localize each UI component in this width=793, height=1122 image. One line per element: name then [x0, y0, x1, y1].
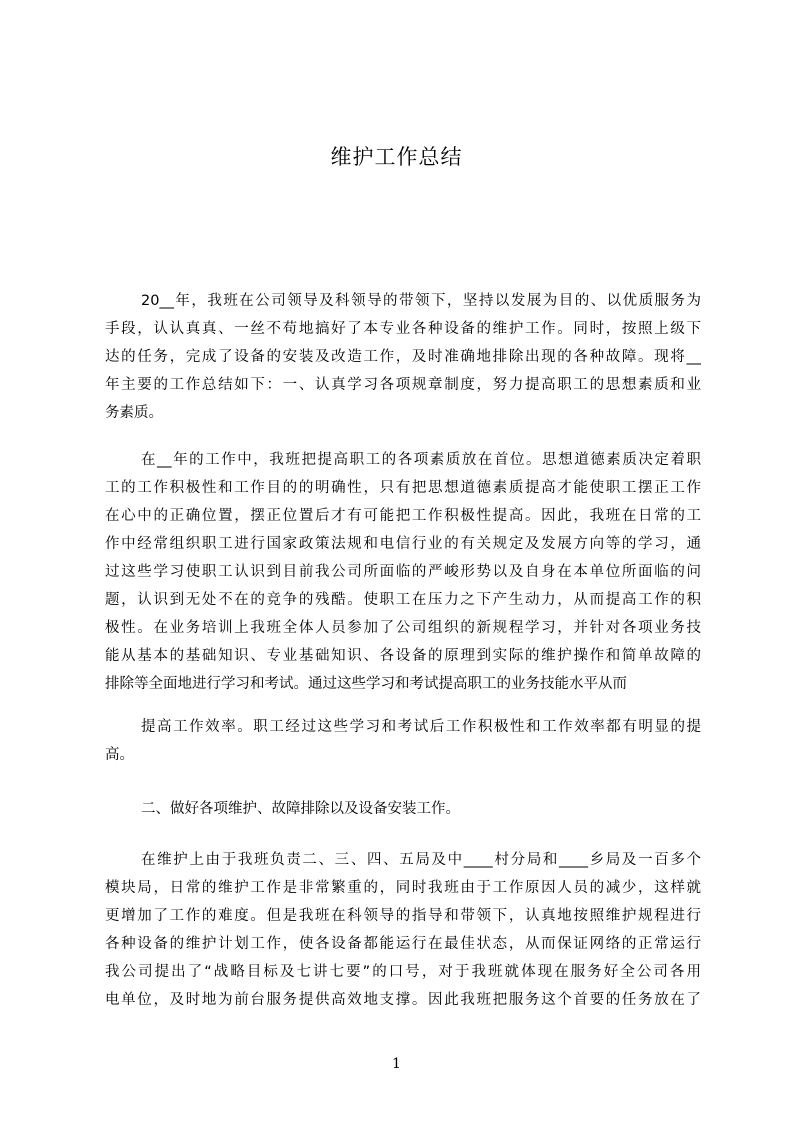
paragraph-2 — [105, 446, 701, 698]
text-line: 极性。在业务培训上我班全体人员参加了公司组织的新规程学习，并针对各项业务技 — [105, 620, 701, 636]
text-line: 作中经常组织职工进行国家政策法规和电信行业的有关规定及发展方向等的学习，通 — [105, 536, 701, 552]
text-line: 更增加了工作的难度。但是我班在科领导的指导和带领下，认真地按照维护规程进行 — [105, 908, 701, 924]
text-line: 排除等全面地进行学习和考试。通过这些学习和考试提高职工的业务技能水平从而 — [105, 676, 627, 692]
text-line: 20__年，我班在公司领导及科领导的带领下，坚持以发展为目的、以优质服务为 — [141, 293, 701, 309]
section-heading-2 — [105, 795, 701, 823]
text-line: 在心中的正确位置，摆正位置后才有可能把工作积极性提高。因此，我班在日常的工 — [105, 508, 701, 524]
paragraph-1 — [105, 287, 701, 427]
text-line: 达的任务，完成了设备的安装及改造工作，及时准确地排除出现的各种故障。现将__ — [105, 349, 701, 365]
text-line: 题，认识到无处不在的竞争的残酷。使职工在压力之下产生动力，从而提高工作的积 — [105, 592, 701, 608]
text-line: 各种设备的维护计划工作，使各设备都能运行在最佳状态，从而保证网络的正常运行 — [105, 936, 701, 952]
text-line: 手段，认认真真、一丝不苟地搞好了本专业各种设备的维护工作。同时，按照上级下 — [105, 321, 701, 337]
paragraph-3 — [105, 713, 701, 769]
section-heading-text: 二、做好各项维护、故障排除以及设备安装工作。 — [141, 801, 460, 817]
text-line: 电单位，及时地为前台服务提供高效地支撑。因此我班把服务这个首要的任务放在了 — [105, 992, 701, 1008]
text-line: 能从基本的基础知识、专业基础知识、各设备的原理到实际的维护操作和简单故障的 — [105, 648, 701, 664]
text-line: 务素质。 — [105, 405, 163, 421]
text-line: 模块局，日常的维护工作是非常繁重的，同时我班由于工作原因人员的减少，这样就 — [105, 880, 701, 896]
text-line: 工的工作积极性和工作目的的明确性，只有把思想道德素质提高才能使职工摆正工作 — [105, 480, 701, 496]
text-line: 我公司提出了“战略目标及七讲七要”的口号，对于我班就体现在服务好全公司各用 — [105, 964, 701, 980]
text-line: 提高工作效率。职工经过这些学习和考试后工作积极性和工作效率都有明显的提 — [141, 719, 701, 735]
page-number: 1 — [392, 1056, 401, 1072]
document-title: 维护工作总结 — [330, 145, 463, 169]
text-line: 高。 — [105, 747, 134, 763]
paragraph-4 — [105, 846, 701, 1014]
text-line: 在__年的工作中，我班把提高职工的各项素质放在首位。思想道德素质决定着职 — [141, 452, 701, 468]
text-line: 年主要的工作总结如下：一、认真学习各项规章制度，努力提高职工的思想素质和业 — [105, 377, 701, 393]
text-line: 过这些学习使职工认识到目前我公司所面临的严峻形势以及自身在本单位所面临的问 — [105, 564, 701, 580]
text-line: 在维护上由于我班负责二、三、四、五局及中____村分局和____乡局及一百多个 — [141, 852, 701, 868]
